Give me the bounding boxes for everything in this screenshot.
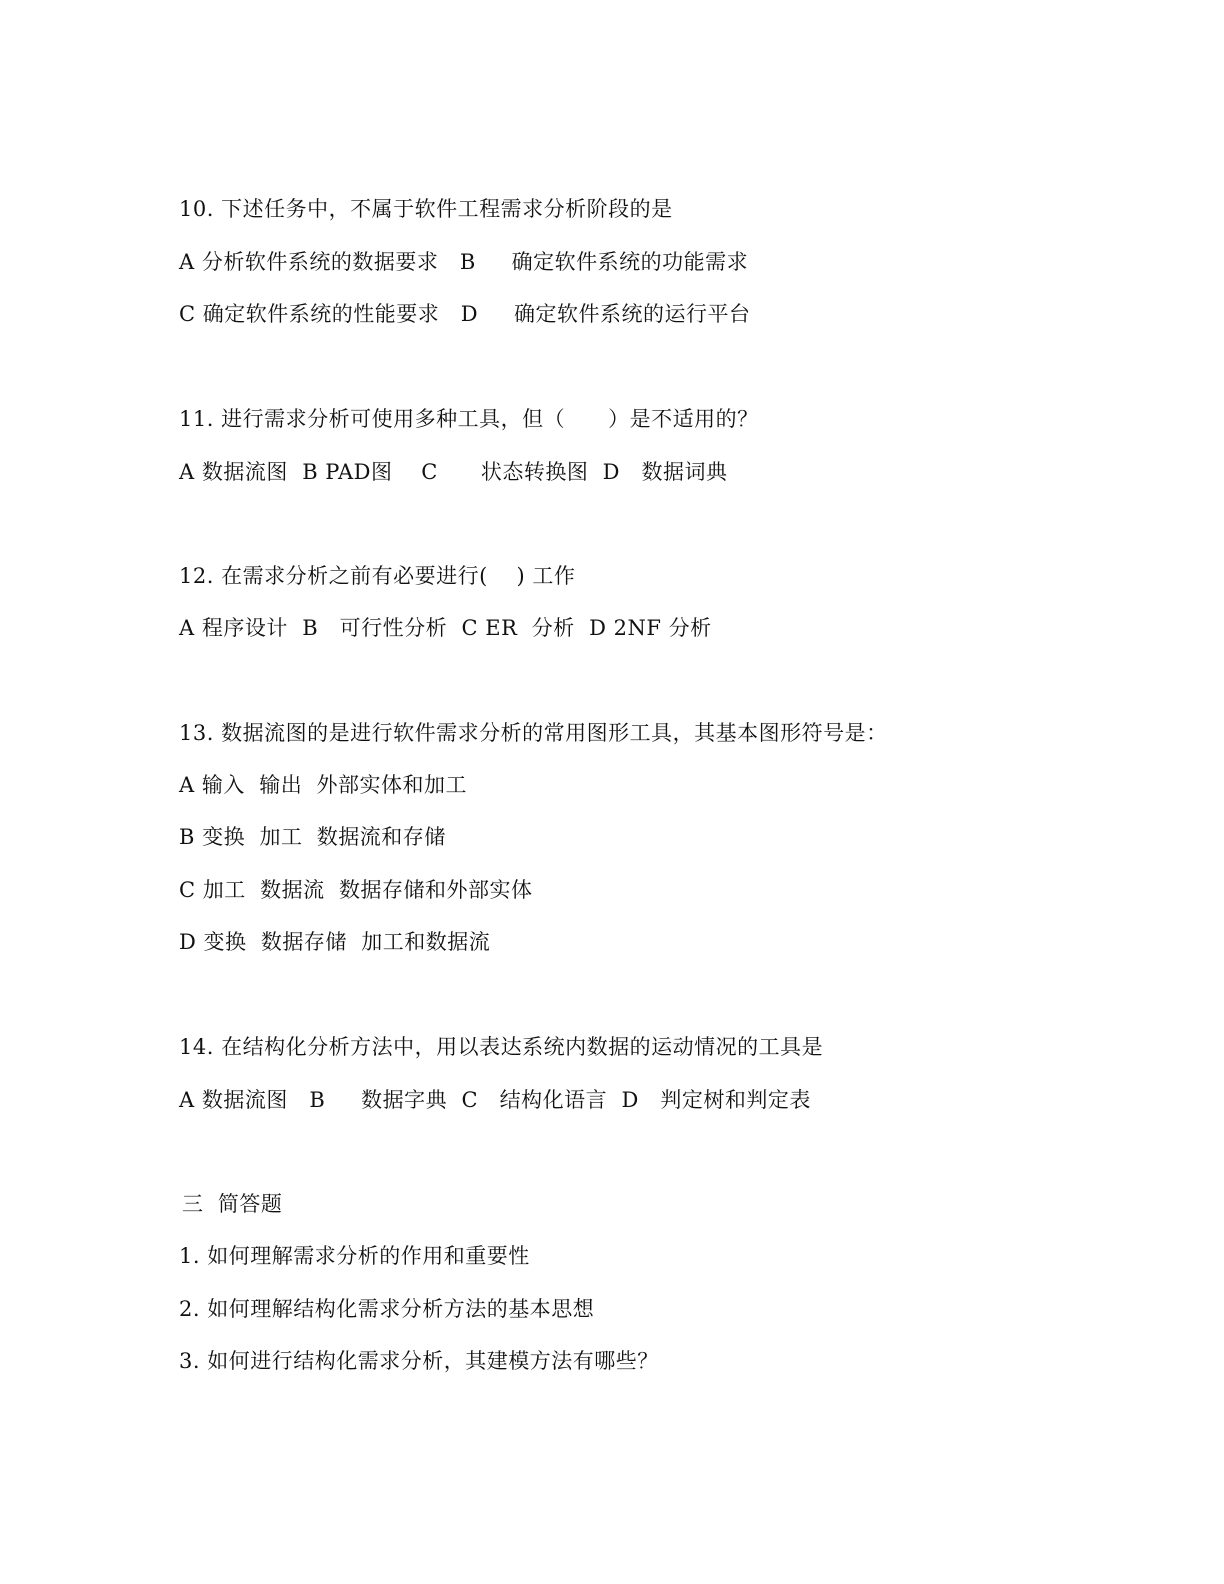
question-13-option-b: B 变换 加工 数据流和存储 [179,825,446,849]
section-heading: 三 简答题 [182,1192,283,1216]
short-answer-item-1: 1. 如何理解需求分析的作用和重要性 [179,1244,530,1268]
question-11-stem: 11. 进行需求分析可使用多种工具，但（ ）是不适用的？ [179,407,759,431]
question-14-options: A 数据流图 B 数据字典 C 结构化语言 D 判定树和判定表 [179,1088,811,1112]
question-10-options-cd: C 确定软件系统的性能要求 D 确定软件系统的运行平台 [179,302,751,326]
question-13-option-c: C 加工 数据流 数据存储和外部实体 [179,878,533,902]
question-13-stem: 13. 数据流图的是进行软件需求分析的常用图形工具，其基本图形符号是： [179,721,888,745]
question-11-options: A 数据流图 B PAD图 C 状态转换图 D 数据词典 [179,460,728,484]
question-13-option-a: A 输入 输出 外部实体和加工 [179,773,468,797]
short-answer-item-3: 3. 如何进行结构化需求分析，其建模方法有哪些？ [179,1349,659,1373]
question-10-stem: 10. 下述任务中，不属于软件工程需求分析阶段的是 [179,197,673,221]
question-12-stem: 12. 在需求分析之前有必要进行( ) 工作 [179,564,576,588]
question-10-options-ab: A 分析软件系统的数据要求 B 确定软件系统的功能需求 [179,250,749,274]
question-12-options: A 程序设计 B 可行性分析 C ER 分析 D 2NF 分析 [179,616,712,640]
question-14-stem: 14. 在结构化分析方法中，用以表达系统内数据的运动情况的工具是 [179,1035,824,1059]
question-13-option-d: D 变换 数据存储 加工和数据流 [179,930,491,954]
short-answer-item-2: 2. 如何理解结构化需求分析方法的基本思想 [179,1297,595,1321]
